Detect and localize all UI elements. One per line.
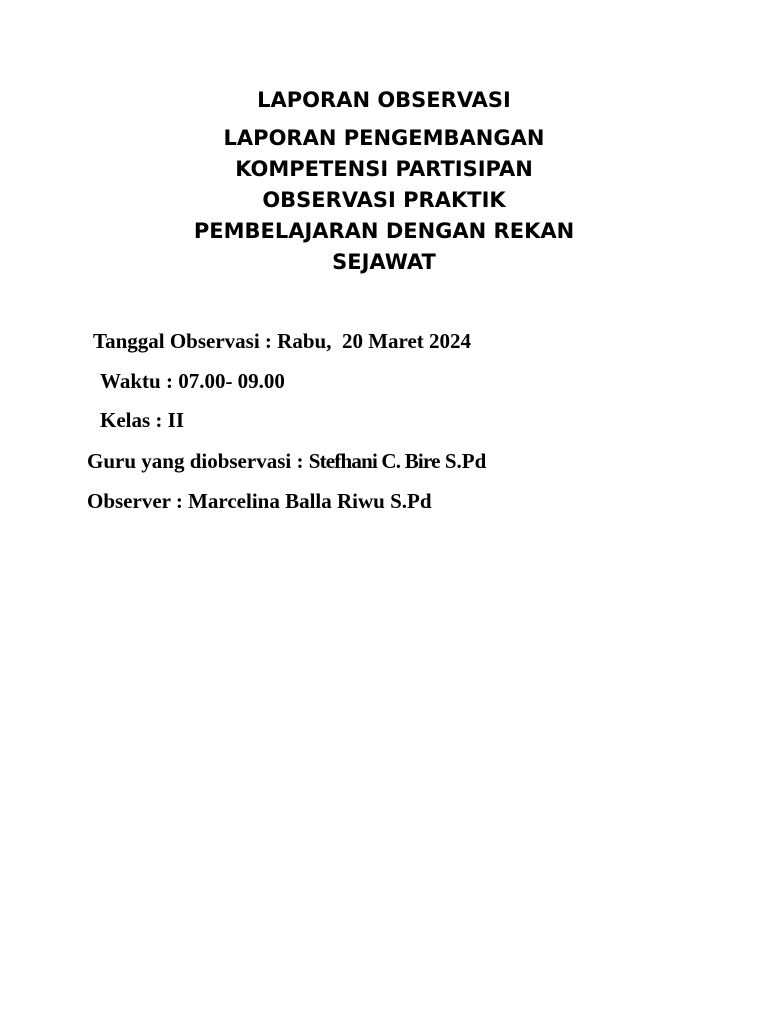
class-label: Kelas : bbox=[100, 408, 168, 432]
subtitle-line: PEMBELAJARAN DENGAN REKAN bbox=[193, 219, 575, 243]
observed-teacher-degree: S.Pd bbox=[439, 449, 487, 473]
class-value: II bbox=[167, 408, 185, 432]
document-subtitle bbox=[134, 123, 634, 278]
observed-teacher-label: Guru yang diobservasi : bbox=[87, 449, 309, 473]
subtitle-line: OBSERVASI PRAKTIK bbox=[262, 188, 506, 212]
subtitle-line: KOMPETENSI PARTISIPAN bbox=[235, 157, 533, 181]
time-line bbox=[100, 368, 285, 394]
subtitle-line: LAPORAN PENGEMBANGAN bbox=[223, 126, 545, 150]
observation-date-label: Tanggal Observasi : bbox=[93, 329, 278, 353]
observer-name: Marcelina Balla Riwu S.Pd bbox=[188, 489, 432, 513]
observed-teacher-line bbox=[87, 448, 486, 474]
time-value: 07.00- 09.00 bbox=[178, 369, 285, 393]
observed-teacher-name: Stefhani C. Bire bbox=[308, 449, 440, 473]
observation-date-value: Rabu, 20 Maret 2024 bbox=[277, 329, 472, 353]
time-label: Waktu : bbox=[100, 369, 179, 393]
observation-date-line bbox=[93, 328, 471, 354]
class-line bbox=[100, 407, 184, 433]
subtitle-line: SEJAWAT bbox=[332, 250, 436, 274]
observer-line bbox=[87, 488, 432, 514]
document-title: LAPORAN OBSERVASI bbox=[257, 88, 511, 112]
observer-label: Observer : bbox=[87, 489, 189, 513]
